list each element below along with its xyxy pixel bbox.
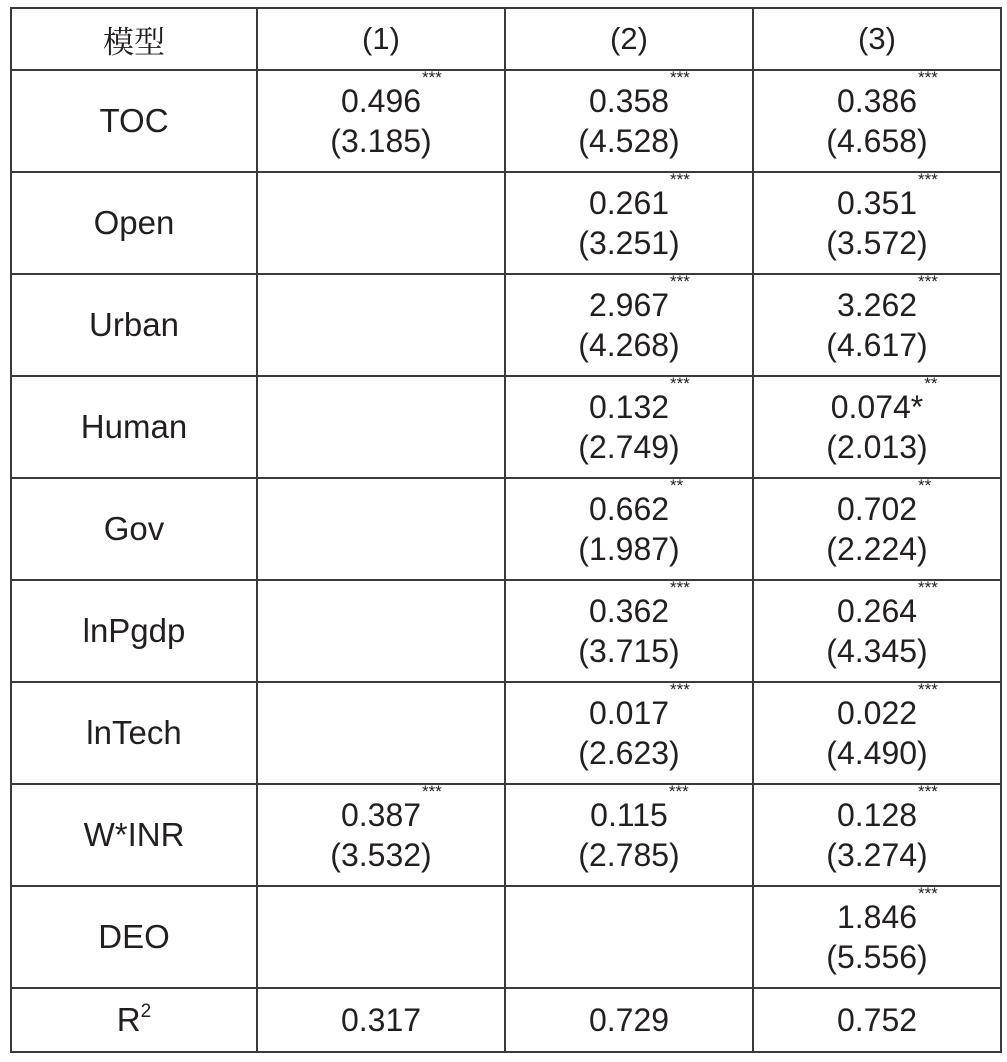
header-col-2: (2) xyxy=(505,8,753,70)
coefficient-value: 0.264 xyxy=(836,593,918,629)
coefficient xyxy=(836,476,932,529)
table-row xyxy=(11,478,1001,580)
estimate xyxy=(826,374,938,467)
variable-name: Human xyxy=(11,376,257,478)
header-model: 模型 xyxy=(11,8,257,70)
estimate-cell-c2 xyxy=(505,886,753,988)
significance-stars: *** xyxy=(918,680,938,699)
regression-table xyxy=(10,7,1002,1053)
variable-name: DEO xyxy=(11,886,257,988)
estimate xyxy=(578,272,690,365)
table-body xyxy=(11,70,1001,1052)
estimate-cell-c3 xyxy=(753,478,1001,580)
estimate-cell-c2 xyxy=(505,172,753,274)
coefficient-value: 0.017 xyxy=(588,695,670,731)
estimate xyxy=(578,680,690,773)
estimate-cell-c2 xyxy=(505,70,753,172)
estimate-cell-c1 xyxy=(257,478,505,580)
coefficient-value: 3.262 xyxy=(836,287,918,323)
estimate xyxy=(826,170,938,263)
r-squared-label xyxy=(11,988,257,1052)
table-row xyxy=(11,376,1001,478)
estimate xyxy=(826,680,938,773)
table-row xyxy=(11,172,1001,274)
coefficient xyxy=(588,170,690,223)
estimate-cell-c1 xyxy=(257,784,505,886)
t-statistic: (2.623) xyxy=(578,735,680,771)
t-statistic: (5.556) xyxy=(826,939,928,975)
estimate-cell-c2 xyxy=(505,274,753,376)
r-squared-value-c2: 0.729 xyxy=(505,988,753,1052)
coefficient xyxy=(830,374,938,427)
significance-stars: ** xyxy=(918,476,932,495)
estimate xyxy=(826,476,932,569)
estimate xyxy=(826,782,938,875)
estimate xyxy=(826,578,938,671)
coefficient xyxy=(588,272,690,325)
table-row xyxy=(11,886,1001,988)
significance-stars: *** xyxy=(918,272,938,291)
coefficient xyxy=(340,782,442,835)
coefficient-value: 0.115 xyxy=(590,797,668,833)
t-statistic: (2.749) xyxy=(578,429,680,465)
t-statistic: (4.345) xyxy=(826,633,928,669)
coefficient-value: 0.132 xyxy=(588,389,670,425)
r-squared-letter: R xyxy=(116,1001,141,1038)
table-row xyxy=(11,274,1001,376)
header-col-1: (1) xyxy=(257,8,505,70)
estimate-cell-c1 xyxy=(257,682,505,784)
significance-stars: *** xyxy=(918,782,938,801)
coefficient-value: 0.022 xyxy=(836,695,918,731)
estimate-cell-c1 xyxy=(257,580,505,682)
table-row xyxy=(11,784,1001,886)
variable-name: lnPgdp xyxy=(11,580,257,682)
estimate-cell-c2 xyxy=(505,784,753,886)
t-statistic: (1.987) xyxy=(578,531,680,567)
t-statistic: (3.532) xyxy=(330,837,432,873)
estimate-cell-c1 xyxy=(257,172,505,274)
coefficient xyxy=(588,476,684,529)
coefficient xyxy=(590,782,689,835)
r-squared-superscript: 2 xyxy=(140,1001,152,1022)
estimate-cell-c3 xyxy=(753,172,1001,274)
t-statistic: (4.268) xyxy=(578,327,680,363)
significance-stars: ** xyxy=(924,374,938,393)
estimate xyxy=(826,68,938,161)
t-statistic: (3.251) xyxy=(578,225,680,261)
coefficient-value: 0.702 xyxy=(836,491,918,527)
header-row xyxy=(11,8,1001,70)
r-squared-row xyxy=(11,988,1001,1052)
coefficient xyxy=(340,68,442,121)
estimate-cell-c3 xyxy=(753,70,1001,172)
t-statistic: (3.715) xyxy=(578,633,680,669)
table-row xyxy=(11,682,1001,784)
variable-name: TOC xyxy=(11,70,257,172)
estimate xyxy=(578,170,690,263)
estimate xyxy=(826,272,938,365)
significance-stars: *** xyxy=(422,68,442,87)
significance-stars: *** xyxy=(668,782,689,801)
estimate-cell-c3 xyxy=(753,682,1001,784)
estimate-cell-c1 xyxy=(257,886,505,988)
estimate-cell-c3 xyxy=(753,580,1001,682)
t-statistic: (3.185) xyxy=(330,123,432,159)
significance-stars: *** xyxy=(422,782,442,801)
significance-stars: *** xyxy=(670,374,690,393)
coefficient-value: 0.496 xyxy=(340,83,422,119)
estimate-cell-c1 xyxy=(257,376,505,478)
significance-stars: *** xyxy=(918,170,938,189)
coefficient-value: 0.074* xyxy=(830,389,924,425)
variable-name: W*INR xyxy=(11,784,257,886)
significance-stars: *** xyxy=(918,884,938,903)
header-col-3: (3) xyxy=(753,8,1001,70)
table-row xyxy=(11,580,1001,682)
coefficient-value: 1.846 xyxy=(836,899,918,935)
coefficient-value: 0.261 xyxy=(588,185,670,221)
coefficient xyxy=(836,272,938,325)
coefficient xyxy=(836,170,938,223)
coefficient-value: 0.128 xyxy=(836,797,918,833)
estimate-cell-c1 xyxy=(257,274,505,376)
coefficient-value: 0.662 xyxy=(588,491,670,527)
estimate-cell-c2 xyxy=(505,682,753,784)
significance-stars: ** xyxy=(670,476,684,495)
estimate xyxy=(578,782,689,875)
estimate xyxy=(578,68,690,161)
t-statistic: (4.617) xyxy=(826,327,928,363)
t-statistic: (2.224) xyxy=(826,531,928,567)
coefficient-value: 0.362 xyxy=(588,593,670,629)
significance-stars: *** xyxy=(918,68,938,87)
coefficient-value: 0.387 xyxy=(340,797,422,833)
significance-stars: *** xyxy=(670,170,690,189)
coefficient xyxy=(836,680,938,733)
coefficient xyxy=(836,782,938,835)
t-statistic: (4.528) xyxy=(578,123,680,159)
estimate-cell-c3 xyxy=(753,886,1001,988)
coefficient xyxy=(588,374,690,427)
estimate-cell-c2 xyxy=(505,376,753,478)
coefficient xyxy=(836,68,938,121)
estimate-cell-c3 xyxy=(753,274,1001,376)
estimate-cell-c3 xyxy=(753,376,1001,478)
estimate-cell-c2 xyxy=(505,478,753,580)
t-statistic: (4.490) xyxy=(826,735,928,771)
coefficient xyxy=(588,578,690,631)
t-statistic: (2.013) xyxy=(826,429,928,465)
estimate-cell-c3 xyxy=(753,784,1001,886)
variable-name: Open xyxy=(11,172,257,274)
variable-name: lnTech xyxy=(11,682,257,784)
significance-stars: *** xyxy=(670,680,690,699)
t-statistic: (3.274) xyxy=(826,837,928,873)
variable-name: Urban xyxy=(11,274,257,376)
estimate xyxy=(330,782,442,875)
coefficient-value: 2.967 xyxy=(588,287,670,323)
significance-stars: *** xyxy=(670,272,690,291)
estimate xyxy=(578,374,690,467)
estimate xyxy=(578,578,690,671)
significance-stars: *** xyxy=(670,578,690,597)
coefficient-value: 0.351 xyxy=(836,185,918,221)
coefficient xyxy=(588,680,690,733)
coefficient xyxy=(836,578,938,631)
coefficient xyxy=(836,884,938,937)
r-squared-value-c3: 0.752 xyxy=(753,988,1001,1052)
estimate-cell-c1 xyxy=(257,70,505,172)
coefficient xyxy=(588,68,690,121)
estimate xyxy=(826,884,938,977)
estimate xyxy=(578,476,684,569)
t-statistic: (4.658) xyxy=(826,123,928,159)
estimate-cell-c2 xyxy=(505,580,753,682)
r-squared-value-c1: 0.317 xyxy=(257,988,505,1052)
coefficient-value: 0.358 xyxy=(588,83,670,119)
t-statistic: (3.572) xyxy=(826,225,928,261)
significance-stars: *** xyxy=(670,68,690,87)
significance-stars: *** xyxy=(918,578,938,597)
coefficient-value: 0.386 xyxy=(836,83,918,119)
table-row xyxy=(11,70,1001,172)
variable-name: Gov xyxy=(11,478,257,580)
estimate xyxy=(330,68,442,161)
t-statistic: (2.785) xyxy=(578,837,680,873)
